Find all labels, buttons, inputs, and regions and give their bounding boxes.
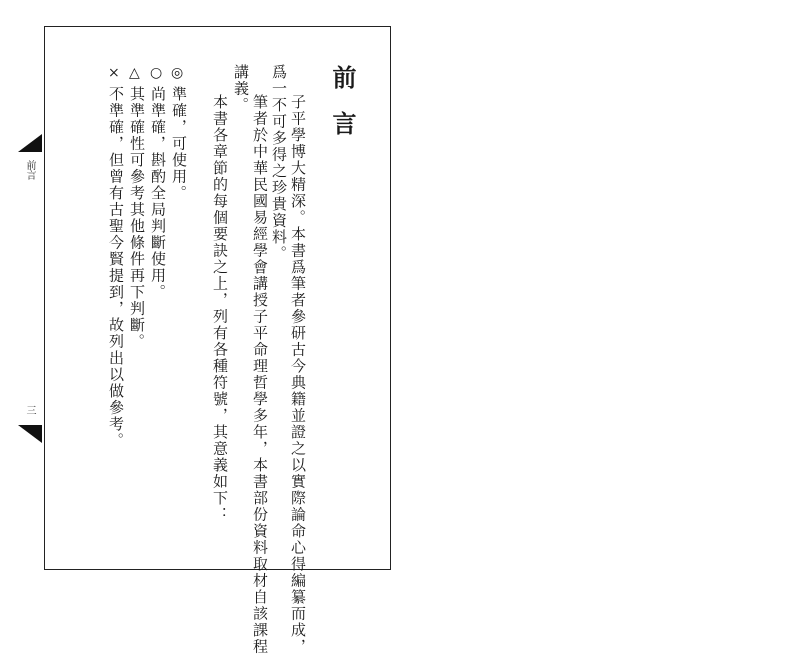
page-title: 前言 (328, 65, 357, 157)
symbol-circle: ○ (150, 65, 163, 81)
symbol-cross: × (108, 65, 120, 81)
symbol-triangle: △ (129, 65, 140, 81)
symbol-double-circle: ◎ (171, 65, 184, 81)
margin-chapter-label: 前言 (24, 160, 35, 180)
symbol-meaning-4: 不準確，但曾有古聖今賢提到，故列出以做參考。 (107, 86, 125, 449)
text-column-1: 子平學博大精深。本書爲筆者參研古今典籍並證之以實際論命心得編纂而成， (289, 94, 307, 655)
top-corner-triangle (18, 134, 42, 152)
bottom-corner-triangle (18, 425, 42, 443)
text-column-5: 本書各章節的每個要訣之上，列有各種符號，其意義如下： (211, 94, 229, 523)
symbol-meaning-3: 其準確性可參考其他條件再下判斷。 (128, 86, 146, 350)
margin-page-number: 三 (24, 405, 35, 415)
symbol-meaning-1: 準確，可使用。 (170, 86, 188, 202)
text-column-3: 筆者於中華民國易經學會講授子平命理哲學多年，本書部份資料取材自該課程 (251, 94, 269, 655)
text-column-2: 爲一不可多得之珍貴資料。 (270, 64, 288, 262)
symbol-meaning-2: 尚準確，斟酌全局判斷使用。 (149, 86, 167, 301)
text-column-4: 講義。 (232, 64, 250, 114)
